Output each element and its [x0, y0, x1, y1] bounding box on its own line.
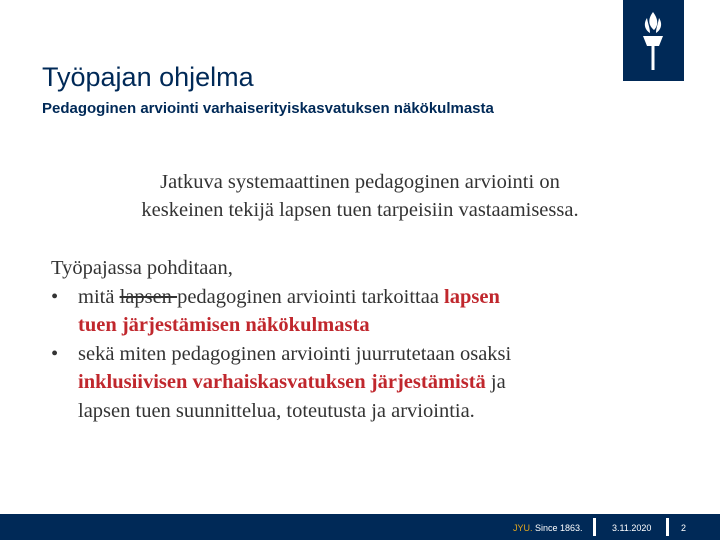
bullet-marker: •: [51, 285, 59, 308]
footer-brand: [513, 523, 583, 533]
footer-brand-jyu: JYU.: [513, 523, 533, 533]
page-number: 2: [681, 523, 687, 533]
bullet1-prefix: mitä: [78, 285, 120, 308]
lead-line-2: keskeinen tekijä lapsen tuen tarpeisiin vastaamisessa.: [141, 199, 579, 221]
bullet-marker: •: [51, 342, 59, 365]
lead-line-1: Jatkuva systemaattinen pedagoginen arviointi on: [160, 171, 560, 193]
footer-divider: [593, 518, 596, 536]
bullet2-emphasis: inklusiivisen varhaiskasvatuksen järjestämistä: [78, 371, 486, 393]
footer-tagline: Since 1863.: [532, 523, 583, 533]
list-item: [51, 340, 691, 426]
lead-paragraph: [40, 168, 680, 224]
bullet1-emphasis-1: lapsen: [444, 285, 500, 308]
list-item: [51, 283, 691, 340]
footer-divider: [666, 518, 669, 536]
torch-logo-icon: [623, 0, 684, 81]
slide-title: Työpajan ohjelma: [42, 62, 254, 92]
body-intro: Työpajassa pohditaan,: [51, 257, 233, 279]
bullet1-emphasis-2: tuen järjestämisen näkökulmasta: [78, 314, 370, 336]
footer-bar: [0, 514, 720, 540]
bullet2-text: sekä miten pedagoginen arviointi juurrutetaan osaksi: [78, 342, 512, 365]
bullet-text: [78, 283, 500, 340]
bullet1-struck-text: lapsen: [119, 285, 178, 308]
slide-subtitle: Pedagoginen arviointi varhaiserityiskasvatuksen näkökulmasta: [42, 100, 494, 117]
bullet2-line3: lapsen tuen suunnittelua, toteutusta ja arviointia.: [78, 399, 475, 422]
bullet-text: [78, 340, 511, 426]
workshop-body: [51, 254, 691, 425]
bullet1-middle: pedagoginen arviointi tarkoittaa: [177, 285, 445, 308]
footer-date: 3.11.2020: [612, 523, 652, 533]
bullet2-after: ja: [485, 371, 506, 393]
